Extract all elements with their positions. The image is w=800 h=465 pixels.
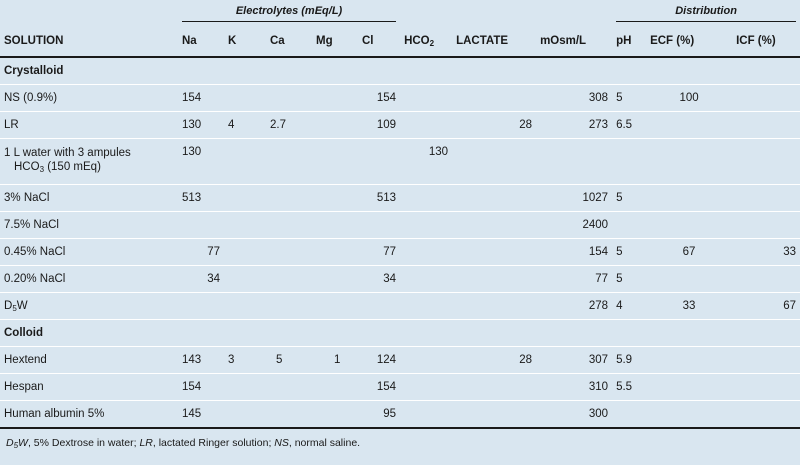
cell-cl: 34: [358, 266, 400, 293]
cell-na: 145: [178, 401, 224, 429]
cell-na: 513: [178, 185, 224, 212]
col-icf: ICF (%): [732, 26, 800, 57]
cell-ph: 5: [612, 266, 646, 293]
cell-cl: 513: [358, 185, 400, 212]
cell-cl: 154: [358, 85, 400, 112]
cell-mg: [312, 85, 358, 112]
cell-icf: [732, 112, 800, 139]
cell-na: 130: [178, 112, 224, 139]
cell-hco: [400, 239, 452, 266]
cell-cl: 109: [358, 112, 400, 139]
cell-ecf: [646, 112, 732, 139]
table-row-albumin: [0, 401, 800, 429]
cell-lactate: [452, 212, 536, 239]
cell-cl: 95: [358, 401, 400, 429]
table-row-nacl75: [0, 212, 800, 239]
cell-icf: [732, 85, 800, 112]
cell-cl: 124: [358, 347, 400, 374]
cell-ecf: [646, 185, 732, 212]
cell-ph: 6.5: [612, 112, 646, 139]
cell-k: [224, 139, 266, 185]
cell-solution: 1 L water with 3 ampules $HCO_3$ (150 mEq): [0, 139, 178, 185]
section-crystalloid: Crystalloid: [0, 57, 800, 85]
cell-ph: [612, 212, 646, 239]
cell-na: 154: [178, 374, 224, 401]
table-row-lr: [0, 112, 800, 139]
col-ca: Ca: [266, 26, 312, 57]
cell-icf: 33: [732, 239, 800, 266]
cell-hco: [400, 185, 452, 212]
cell-hco: [400, 212, 452, 239]
cell-mg: [312, 212, 358, 239]
cell-na: [178, 293, 224, 320]
cell-mosm: 278: [536, 293, 612, 320]
cell-hco: [400, 266, 452, 293]
cell-solution: NS (0.9%): [0, 85, 178, 112]
cell-mg: [312, 374, 358, 401]
cell-ph: 5: [612, 239, 646, 266]
cell-ecf: 100: [646, 85, 732, 112]
cell-mosm: 300: [536, 401, 612, 429]
cell-mosm: 154: [536, 239, 612, 266]
cell-icf: 67: [732, 293, 800, 320]
cell-hco: [400, 401, 452, 429]
cell-k: [224, 212, 266, 239]
cell-ecf: [646, 266, 732, 293]
cell-solution: 3% NaCl: [0, 185, 178, 212]
cell-k: [224, 85, 266, 112]
cell-ecf: [646, 347, 732, 374]
cell-k: 4: [224, 112, 266, 139]
cell-k: [224, 266, 266, 293]
cell-k: 3: [224, 347, 266, 374]
cell-cl: 154: [358, 374, 400, 401]
group-header-row: [0, 0, 800, 26]
section-colloid: Colloid: [0, 320, 800, 347]
table-row-nacl3: [0, 185, 800, 212]
cell-hco: [400, 112, 452, 139]
col-k: K: [224, 26, 266, 57]
cell-ca: [266, 401, 312, 429]
cell-ph: 5: [612, 185, 646, 212]
col-mg: Mg: [312, 26, 358, 57]
cell-mg: [312, 266, 358, 293]
cell-ecf: [646, 139, 732, 185]
cell-lactate: [452, 401, 536, 429]
col-cl: Cl: [358, 26, 400, 57]
cell-cl: [358, 139, 400, 185]
col-na: Na: [178, 26, 224, 57]
cell-solution: Hespan: [0, 374, 178, 401]
cell-icf: [732, 401, 800, 429]
cell-ph: 4: [612, 293, 646, 320]
col-hco2: $HCO_2$: [400, 26, 452, 57]
cell-ph: [612, 401, 646, 429]
cell-mg: [312, 239, 358, 266]
cell-k: [224, 401, 266, 429]
cell-mosm: 307: [536, 347, 612, 374]
cell-na: 130: [178, 139, 224, 185]
cell-lactate: [452, 85, 536, 112]
cell-ecf: [646, 401, 732, 429]
cell-cl: 77: [358, 239, 400, 266]
table-row-d5w: [0, 293, 800, 320]
col-solution: SOLUTION: [0, 26, 178, 57]
cell-mg: [312, 401, 358, 429]
cell-na: 77: [178, 239, 224, 266]
cell-hco: [400, 374, 452, 401]
cell-hco: [400, 85, 452, 112]
cell-ca: [266, 266, 312, 293]
cell-ph: 5.5: [612, 374, 646, 401]
group-spacer-mid: [400, 0, 612, 26]
cell-lactate: [452, 139, 536, 185]
cell-mg: [312, 112, 358, 139]
cell-solution: LR: [0, 112, 178, 139]
col-mosm: mOsm/L: [536, 26, 612, 57]
cell-lactate: [452, 185, 536, 212]
cell-mosm: 1027: [536, 185, 612, 212]
cell-icf: [732, 139, 800, 185]
cell-mosm: 310: [536, 374, 612, 401]
group-spacer: [0, 0, 178, 26]
footnote-row: [0, 428, 800, 457]
cell-mg: [312, 139, 358, 185]
table-row-hextend: [0, 347, 800, 374]
col-ecf: ECF (%): [646, 26, 732, 57]
cell-hco: [400, 293, 452, 320]
cell-hco: [400, 347, 452, 374]
cell-lactate: [452, 266, 536, 293]
cell-cl: [358, 293, 400, 320]
table-row-nacl045: [0, 239, 800, 266]
cell-ca: [266, 185, 312, 212]
cell-mg: [312, 293, 358, 320]
cell-k: [224, 239, 266, 266]
col-lactate: LACTATE: [452, 26, 536, 57]
cell-ecf: 67: [646, 239, 732, 266]
cell-k: [224, 374, 266, 401]
cell-ca: 2.7: [266, 112, 312, 139]
cell-ca: [266, 85, 312, 112]
cell-solution: Hextend: [0, 347, 178, 374]
group-electrolytes: Electrolytes (mEq/L): [178, 0, 400, 26]
footnote: $D_5W$, 5% Dextrose in water; LR, lactated Ringer solution; NS, normal saline.: [0, 428, 800, 457]
cell-mosm: 77: [536, 266, 612, 293]
cell-icf: [732, 374, 800, 401]
cell-solution: 0.20% NaCl: [0, 266, 178, 293]
cell-lactate: [452, 239, 536, 266]
cell-ca: [266, 293, 312, 320]
cell-ca: 5: [266, 347, 312, 374]
cell-ph: [612, 139, 646, 185]
cell-icf: [732, 212, 800, 239]
cell-lactate: [452, 374, 536, 401]
cell-ca: [266, 212, 312, 239]
cell-lactate: 28: [452, 112, 536, 139]
cell-mg: [312, 185, 358, 212]
cell-cl: [358, 212, 400, 239]
cell-ph: 5.9: [612, 347, 646, 374]
cell-hco: 130: [400, 139, 452, 185]
cell-na: 143: [178, 347, 224, 374]
cell-solution: $D_5W$: [0, 293, 178, 320]
group-distribution: Distribution: [612, 0, 800, 26]
cell-mosm: 2400: [536, 212, 612, 239]
cell-mosm: [536, 139, 612, 185]
table-row-nacl020: [0, 266, 800, 293]
table-row-hespan: [0, 374, 800, 401]
cell-lactate: [452, 293, 536, 320]
cell-k: [224, 185, 266, 212]
col-ph: pH: [612, 26, 646, 57]
cell-icf: [732, 185, 800, 212]
cell-ca: [266, 239, 312, 266]
cell-ca: [266, 374, 312, 401]
cell-ecf: 33: [646, 293, 732, 320]
cell-mg: 1: [312, 347, 358, 374]
column-header-row: [0, 26, 800, 57]
cell-icf: [732, 347, 800, 374]
cell-ecf: [646, 374, 732, 401]
cell-na: [178, 212, 224, 239]
cell-ca: [266, 139, 312, 185]
table-row-hco3: [0, 139, 800, 185]
cell-ecf: [646, 212, 732, 239]
cell-ph: 5: [612, 85, 646, 112]
cell-lactate: 28: [452, 347, 536, 374]
cell-solution: 0.45% NaCl: [0, 239, 178, 266]
cell-mosm: 308: [536, 85, 612, 112]
cell-icf: [732, 266, 800, 293]
cell-solution: 7.5% NaCl: [0, 212, 178, 239]
cell-solution: Human albumin 5%: [0, 401, 178, 429]
cell-na: 154: [178, 85, 224, 112]
cell-na: 34: [178, 266, 224, 293]
table-row-ns: [0, 85, 800, 112]
cell-k: [224, 293, 266, 320]
cell-mosm: 273: [536, 112, 612, 139]
